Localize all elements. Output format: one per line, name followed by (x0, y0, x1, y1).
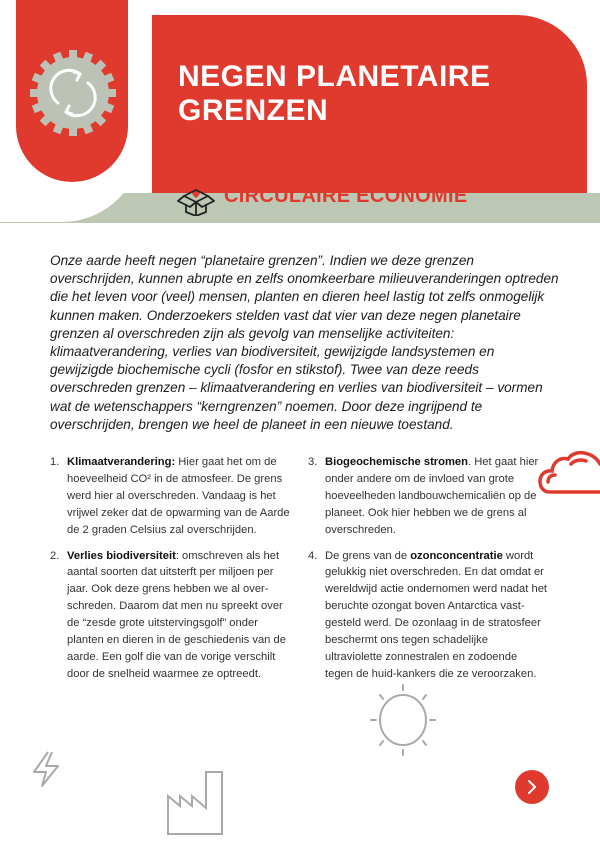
item-number: 4. (308, 549, 318, 562)
factory-icon (166, 770, 226, 836)
item-number: 1. (50, 456, 60, 468)
list-item (50, 454, 290, 539)
title-line-1: NEGEN PLANETAIRE (178, 60, 491, 93)
page-title (178, 60, 490, 128)
item-prefix: De grens van de (325, 549, 411, 562)
list-column-right (308, 454, 548, 692)
item-number: 2. (50, 549, 60, 562)
sun-icon (370, 684, 436, 756)
intro-paragraph: Onze aarde heeft negen “planetaire grenzen”. Indien we deze grenzen overschrijden, kunnen abrupte en zelfs onomkeerbare milieuveranderingen optreden die het leven voor (veel) mensen, planten en dieren heel lastig tot zelfs onmogelijk kunnen maken. Onderzoekers stelden vast dat vier van deze negen planetaire grenzen al overschreden zijn als gevolg van menselijke activiteiten: klimaatverandering, verlies van biodiversiteit, gewijzigde landsystemen en gewijzigde biochemische cycli (fosfor en stikstof). Twee van deze reeds overschreden grenzen – klimaatverandering en verlies van biodiversiteit – vormen wat de wetenschappers “kerngrenzen” noemen. Door deze ingrijpend te overschrijden, brengen we heel de planeet in een nieuwe toestand. (50, 253, 559, 432)
list-item (308, 454, 548, 539)
cloud-icon (538, 450, 600, 496)
item-body (67, 548, 290, 683)
title-line-2: GRENZEN (178, 94, 329, 127)
section-subtitle (176, 176, 467, 216)
item-body (325, 548, 548, 683)
item-heading: Biogeochemische stromen (325, 456, 468, 468)
item-heading: ozonconcentratie (410, 549, 503, 562)
item-number: 3. (308, 456, 318, 468)
chevron-right-icon (524, 779, 540, 795)
list-item (50, 548, 290, 683)
lightning-icon (30, 750, 62, 790)
item-heading: Verlies biodiversiteit (67, 549, 176, 562)
item-body (67, 454, 290, 539)
list-column-left (50, 454, 290, 692)
next-page-button[interactable] (515, 770, 549, 804)
item-text: Hier gaat het om de hoeveelheid CO² in de atmosfeer. De grens werd hier al overschreden. Vandaag is het vrijwel zeker dat de opwarming van de Aarde de 2 graden Celsius zal overschrijden. (67, 456, 290, 536)
item-text: : omschreven als het aantal soorten dat uitsterft per miljoen per jaar. Ook deze grens hebben we al over-schreden. Daarom dat men nu spreekt over de “zesde grote uitstervingsgolf” onder planten en dieren in de geschiedenis van de aarde. Een golf die van de vorige verschilt door de snelheid waarmee ze optreedt. (67, 549, 286, 680)
item-text: wordt gelukkig niet overschreden. En dat omdat er wereldwijd actie ondernomen werd nadat het beruchte ozongat boven Antarctica vast-gesteld werd. De ozonlaag in de stratosfeer beschermt ons tegen schadelijke ultraviolette zonnestralen en zodoende tegen de huid-kankers die ze veroorzaken. (325, 549, 548, 680)
item-heading: Klimaatverandering: (67, 456, 176, 468)
list-item (308, 548, 548, 683)
item-body (325, 454, 548, 539)
box-plant-icon (176, 176, 216, 216)
item-text: . Het gaat hier onder andere om de invloed van grote hoeveelheden landbouwchemicaliën op de planeet. Ook hier hebben we de grens al overschreden. (325, 456, 539, 536)
gear-recycle-icon (28, 48, 118, 138)
subtitle-text: CIRCULAIRE ECONOMIE (224, 184, 468, 207)
